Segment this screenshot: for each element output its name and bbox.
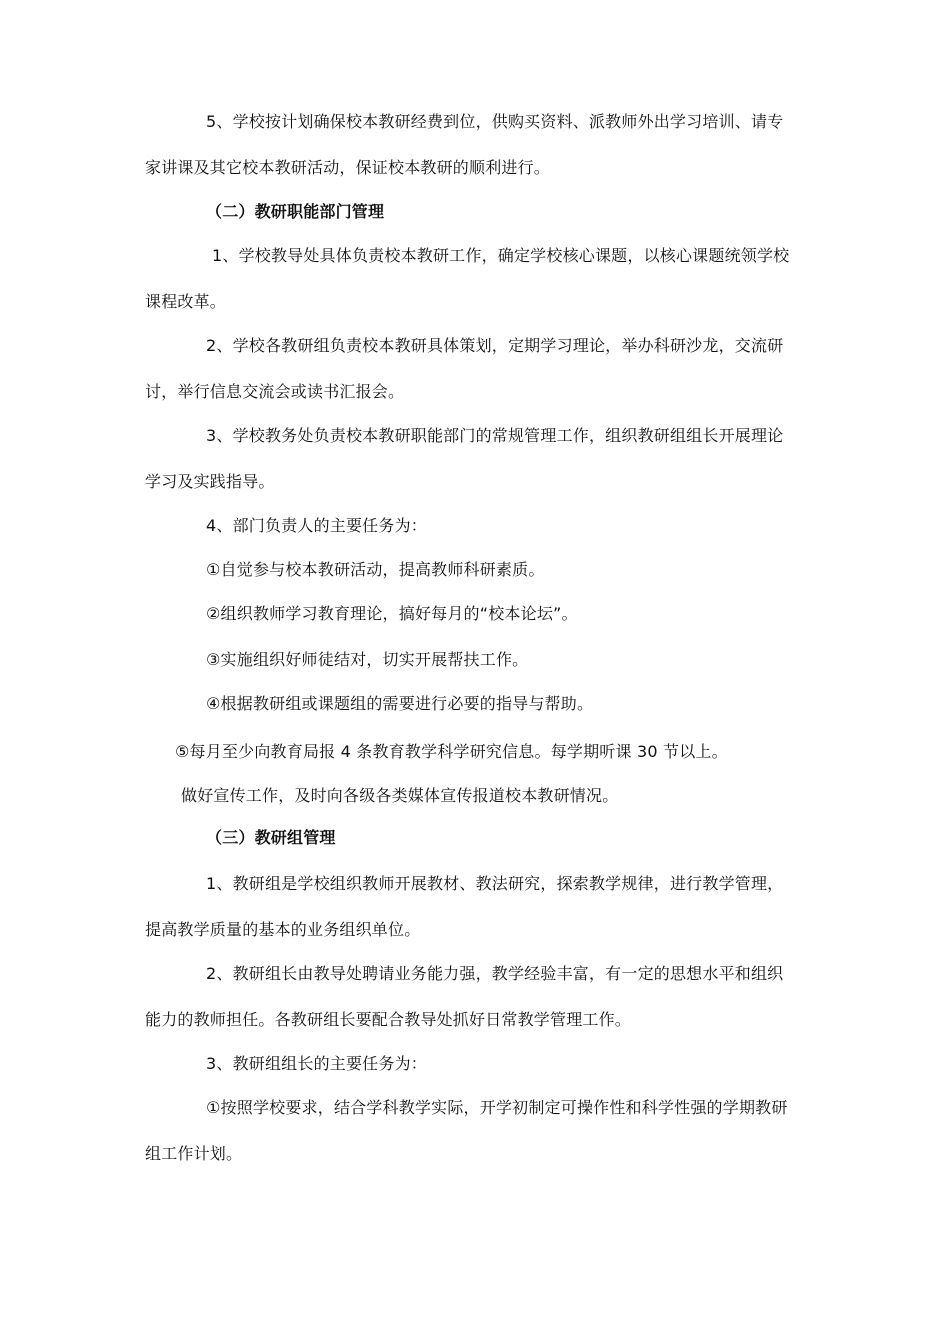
leader-task-1-line-1: ①按照学校要求，结合学科教学实际，开学初制定可操作性和科学性强的学期教研 — [206, 1098, 788, 1117]
group-item-1-line-1: 1、教研组是学校组织教师开展教材、教法研究，探索教学规律，进行教学管理， — [206, 874, 784, 893]
task-3: ③实施组织好师徒结对，切实开展帮扶工作。 — [206, 650, 529, 669]
item-1-line-1: 1、学校教导处具体负责校本教研工作，确定学校核心课题，以核心课题统领学校 — [212, 246, 790, 265]
section-heading-3: （三）教研组管理 — [206, 828, 336, 847]
task-1: ①自觉参与校本教研活动，提高教师科研素质。 — [206, 560, 545, 579]
item-3-line-1: 3、学校教务处负责校本教研职能部门的常规管理工作，组织教研组组长开展理论 — [206, 426, 784, 445]
task-2: ②组织教师学习教育理论，搞好每月的“校本论坛”。 — [206, 604, 578, 623]
group-item-2-line-2: 能力的教师担任。各教研组长要配合教导处抓好日常教学管理工作。 — [145, 1010, 632, 1029]
item-1-line-2: 课程改革。 — [145, 292, 227, 311]
section-heading-2: （二）教研职能部门管理 — [206, 202, 385, 221]
paragraph-5-line-2: 家讲课及其它校本教研活动，保证校本教研的顺利进行。 — [145, 158, 551, 177]
leader-task-1-line-2: 组工作计划。 — [145, 1144, 243, 1163]
paragraph-5-line-1: 5、学校按计划确保校本教研经费到位，供购买资料、派教师外出学习培训、请专 — [206, 112, 784, 131]
group-item-3: 3、教研组组长的主要任务为： — [206, 1054, 427, 1073]
group-item-2-line-1: 2、教研组长由教导处聘请业务能力强，教学经验丰富，有一定的思想水平和组织 — [206, 964, 784, 983]
item-3-line-2: 学习及实践指导。 — [145, 472, 275, 491]
item-2-line-2: 讨，举行信息交流会或读书汇报会。 — [145, 382, 405, 401]
publicity-line: 做好宣传工作，及时向各级各类媒体宣传报道校本教研情况。 — [181, 786, 619, 805]
item-2-line-1: 2、学校各教研组负责校本教研具体策划，定期学习理论，举办科研沙龙，交流研 — [206, 336, 784, 355]
item-4: 4、部门负责人的主要任务为： — [206, 516, 427, 535]
task-4: ④根据教研组或课题组的需要进行必要的指导与帮助。 — [206, 694, 594, 713]
group-item-1-line-2: 提高教学质量的基本的业务组织单位。 — [145, 920, 421, 939]
task-5: ⑤每月至少向教育局报 4 条教育教学科学研究信息。每学期听课 30 节以上。 — [175, 742, 728, 761]
